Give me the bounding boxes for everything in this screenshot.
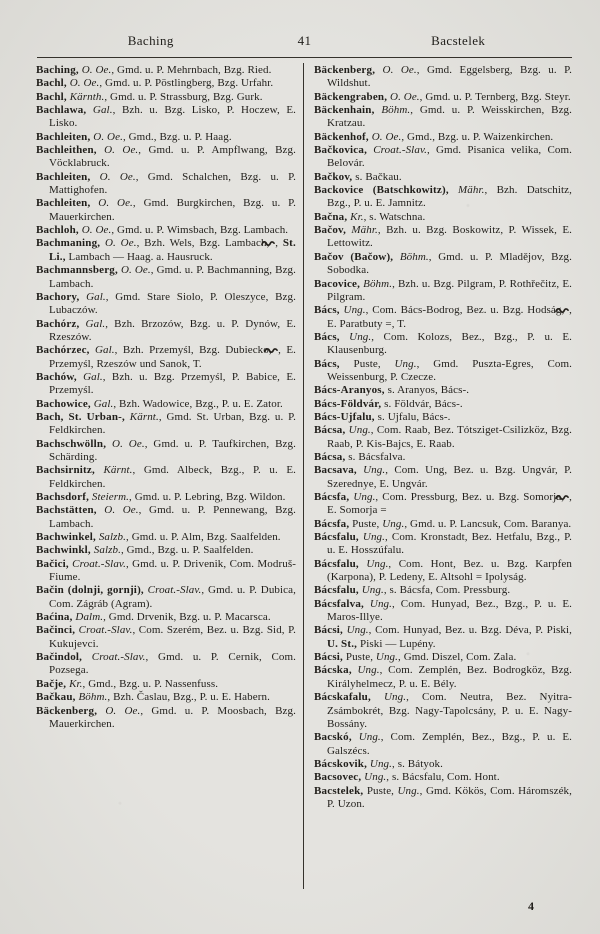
gazetteer-entry: Bachwinkel, Salzb., Gmd. u. P. Alm, Bzg. Saalfelden. (36, 531, 281, 544)
gazetteer-entry: Bácsfalva, Ung., Com. Hunyad, Bez., Bzg., P. u. E. Maros-Illye. (314, 597, 572, 624)
gazetteer-column-left (36, 64, 296, 731)
gazetteer-entry: Bachory, Gal., Gmd. Stare Siolo, P. Oleszyce, Bzg. Lubaczów. (36, 290, 296, 317)
gazetteer-entry: Bácsa, Ung., Com. Raab, Bez. Tótsziget-Csilizköz, Bzg. Raab, P. Kis-Bajcs, E. Raab. (314, 424, 572, 450)
gazetteer-entry: Bács, Ung., Com. Bács-Bodrog, Bez. u. Bzg. Hodság, , E. Paratbuty =, T. (314, 304, 573, 330)
gazetteer-entry: Bacstelek, Puste, Ung., Gmd. Kökös, Com. Háromszék, P. Uzon. (314, 784, 573, 810)
gazetteer-entry: Bačindol, Croat.-Slav., Gmd. u. P. Cernik, Com. Pozsega. (36, 651, 296, 677)
gazetteer-entry: Bácsfa, Ung., Com. Pressburg, Bez. u. Bzg. Somorja, , E. Somorja = (314, 491, 572, 517)
gazetteer-entry: Bács-Földvár, s. Földvár, Bács-. (314, 397, 463, 410)
gazetteer-entry: Bachleiten, O. Oe., Gmd. Schalchen, Bzg. u. P. Mattighofen. (36, 170, 296, 197)
gazetteer-entry: Baching, O. Oe., Gmd. u. P. Mehrnbach, Bzg. Ried. (36, 64, 272, 76)
gazetteer-entry: Bäckengraben, O. Oe., Gmd. u. P. Ternberg, Bzg. Steyr. (314, 90, 571, 103)
page-number: 41 (297, 33, 312, 48)
header-rule (37, 57, 572, 58)
gazetteer-entry: Bachórz, Gal., Bzh. Brzozów, Bzg. u. P. Dynów, E. Rzeszów. (36, 317, 296, 343)
column-divider-rule (303, 63, 304, 889)
gazetteer-entry: Bachwinkl, Salzb., Gmd., Bzg. u. P. Saalfelden. (36, 544, 254, 557)
gazetteer-entry: Bachórzec, Gal., Bzh. Przemyśl, Bzg. Dubiecko, , E. Przemyśl, Rzeszów und Sanok, T. (36, 344, 297, 370)
gazetteer-entry: Bachmannsberg, O. Oe., Gmd. u. P. Bachmanning, Bzg. Lambach. (36, 264, 296, 290)
gazetteer-entry: Bácsfalu, Ung., Com. Hont, Bez. u. Bzg. Karpfen (Karpona), P. Ledeny, E. Altsohl = Ipolyság. (314, 557, 572, 584)
gazetteer-entry: Backovice (Batschkowitz), Mähr., Bzh. Datschitz, Bzg., P. u. E. Jamnitz. (314, 184, 572, 210)
gazetteer-entry: Bačin (dolnji, gornji), Croat.-Slav., Gmd. u. P. Dubica, Com. Zágráb (Agram). (36, 584, 296, 610)
gazetteer-entry: Bácsfalu, Ung., Com. Kronstadt, Bez. Hetfalu, Bzg., P. u. E. Hosszúfalu. (314, 531, 572, 557)
gazetteer-entry: Bačov, Mähr., Bzh. u. Bzg. Boskowitz, P. Wissek, E. Lettowitz. (314, 224, 572, 250)
running-head-right-word: Bacstelek (431, 33, 486, 48)
gazetteer-entry: Bäckenberg, O. Oe., Gmd. Eggelsberg, Bzg. u. P. Wildshut. (314, 64, 572, 90)
gazetteer-entry: Bachleithen, O. Oe., Gmd. u. P. Ampflwang, Bzg. Vöcklabruck. (36, 144, 296, 170)
gazetteer-entry: Bácsa, s. Bácsfalva. (314, 450, 406, 463)
gazetteer-entry: Bacsava, Ung., Com. Ung, Bez. u. Bzg. Ungvár, P. Szerednye, E. Ungvár. (314, 464, 573, 490)
running-head-left-word: Baching (127, 33, 174, 48)
gazetteer-entry: Bačkovica, Croat.-Slav., Gmd. Pisanica velika, Com. Belovár. (314, 144, 572, 170)
gazetteer-entry: Bačov (Bačow), Böhm., Gmd. u. P. Mladějov, Bzg. Sobodka. (314, 250, 573, 277)
gazetteer-entry: Bachsdorf, Steierm., Gmd. u. P. Lebring, Bzg. Wildon. (36, 491, 286, 503)
signature-mark: 4 (528, 899, 534, 913)
gazetteer-entry: Bačici, Croat.-Slav., Gmd. u. P. Drivenik, Com. Modruš-Fiume. (36, 557, 297, 584)
running-head (37, 33, 572, 49)
gazetteer-entry: Bácsfalu, Ung., s. Bácsfa, Com. Pressburg. (314, 584, 511, 597)
gazetteer-entry: Bachschwölln, O. Oe., Gmd. u. P. Taufkirchen, Bzg. Schärding. (36, 437, 296, 463)
gazetteer-entry: Bachloh, O. Oe., Gmd. u. P. Wimsbach, Bzg. Lambach. (36, 224, 289, 237)
gazetteer-entry: Bäckenhain, Böhm., Gmd. u. P. Weisskirchen, Bzg. Kratzau. (314, 104, 572, 130)
gazetteer-entry: Bácsi, Ung., Com. Hunyad, Bez. u. Bzg. Déva, P. Piski, U. St., Piski — Lupény. (314, 624, 572, 650)
gazetteer-entry: Bacovice, Böhm., Bzh. u. Bzg. Pilgram, P. Rothřečitz, E. Pilgram. (314, 277, 572, 303)
gazetteer-entry: Bachl, Kärnth., Gmd. u. P. Strassburg, Bzg. Gurk. (36, 90, 263, 103)
gazetteer-entry: Bačna, Kr., s. Watschna. (314, 210, 426, 223)
gazetteer-entry: Bachsirnitz, Kärnt., Gmd. Albeck, Bzg., P. u. E. Feldkirchen. (36, 464, 296, 490)
gazetteer-entry: Bács, Puste, Ung., Gmd. Puszta-Egres, Com. Weissenburg, P. Czecze. (314, 357, 572, 383)
gazetteer-entry: Bacsovec, Ung., s. Bácsfalu, Com. Hont. (314, 771, 500, 784)
gazetteer-entry: Bachstätten, O. Oe., Gmd. u. P. Pennewang, Bzg. Lambach. (36, 504, 296, 530)
gazetteer-entry: Bácska, Ung., Com. Zemplén, Bez. Bodrogköz, Bzg. Királyhelmecz, P. u. E. Bély. (314, 664, 573, 690)
gazetteer-entry: Bachl, O. Oe., Gmd. u. P. Pöstlingberg, Bzg. Urfahr. (36, 77, 274, 90)
gazetteer-entry: Bácskafalu, Ung., Com. Neutra, Bez. Nyitra-Zsámbokrét, Bzg. Nagy-Tapolcsány, P. u. E. Nagy-Bossány. (314, 691, 572, 730)
gazetteer-entry: Bács-Aranyos, s. Aranyos, Bács-. (314, 384, 470, 397)
gazetteer-entry: Bachleiten, O. Oe., Gmd. Burgkirchen, Bzg. u. P. Mauerkirchen. (36, 197, 296, 223)
gazetteer-entry: Bachlawa, Gal., Bzh. u. Bzg. Lisko, P. Hoczew, E. Lisko. (36, 104, 297, 130)
gazetteer-entry: Baćina, Dalm., Gmd. Drvenik, Bzg. u. P. Macarsca. (36, 611, 271, 624)
gazetteer-entry: Bäckenhof, O. Oe., Gmd., Bzg. u. P. Waizenkirchen. (314, 130, 554, 143)
gazetteer-entry: Bačkau, Böhm., Bzh. Časlau, Bzg., P. u. E. Habern. (36, 691, 270, 704)
gazetteer-entry: Bäckenberg, O. Oe., Gmd. u. P. Moosbach, Bzg. Mauerkirchen. (36, 704, 296, 730)
gazetteer-entry: Bachów, Gal., Bzh. u. Bzg. Przemyśl, P. Babice, E. Przemyśl. (36, 370, 296, 397)
gazetteer-entry: Bácsfa, Puste, Ung., Gmd. u. P. Lancsuk, Com. Baranya. (314, 517, 572, 530)
gazetteer-entry: Bácsi, Puste, Ung., Gmd. Diszel, Com. Zala. (314, 651, 517, 664)
gazetteer-entry: Bács, Ung., Com. Kolozs, Bez., Bzg., P. u. E. Klausenburg. (314, 330, 572, 357)
gazetteer-entry: Bačinci, Croat.-Slav., Com. Szerém, Bez. u. Bzg. Sid, P. Kukujevci. (36, 624, 296, 650)
gazetteer-entry: Bach, St. Urban-, Kärnt., Gmd. St. Urban, Bzg. u. P. Feldkirchen. (36, 410, 296, 437)
gazetteer-entry: Bácskovik, Ung., s. Bátyok. (314, 757, 444, 770)
gazetteer-entry: Bachleiten, O. Oe., Gmd., Bzg. u. P. Haag. (36, 130, 232, 143)
gazetteer-column-right (314, 64, 572, 811)
gazetteer-entry: Bačje, Kr., Gmd., Bzg. u. P. Nassenfuss. (36, 677, 219, 690)
gazetteer-entry: Bacskó, Ung., Com. Zemplén, Bez., Bzg., P. u. E. Galszécs. (314, 731, 572, 757)
gazetteer-entry: Bachmaning, O. Oe., Bzh. Wels, Bzg. Lambach, , St. Li., Lambach — Haag. a. Hausruck. (36, 237, 296, 263)
gazetteer-entry: Bács-Ujfalu, s. Ujfalu, Bács-. (314, 410, 451, 423)
gazetteer-entry: Bačkov, s. Bačkau. (314, 170, 402, 183)
gazetteer-entry: Bachowice, Gal., Bzh. Wadowice, Bzg., P. u. E. Zator. (36, 397, 283, 410)
